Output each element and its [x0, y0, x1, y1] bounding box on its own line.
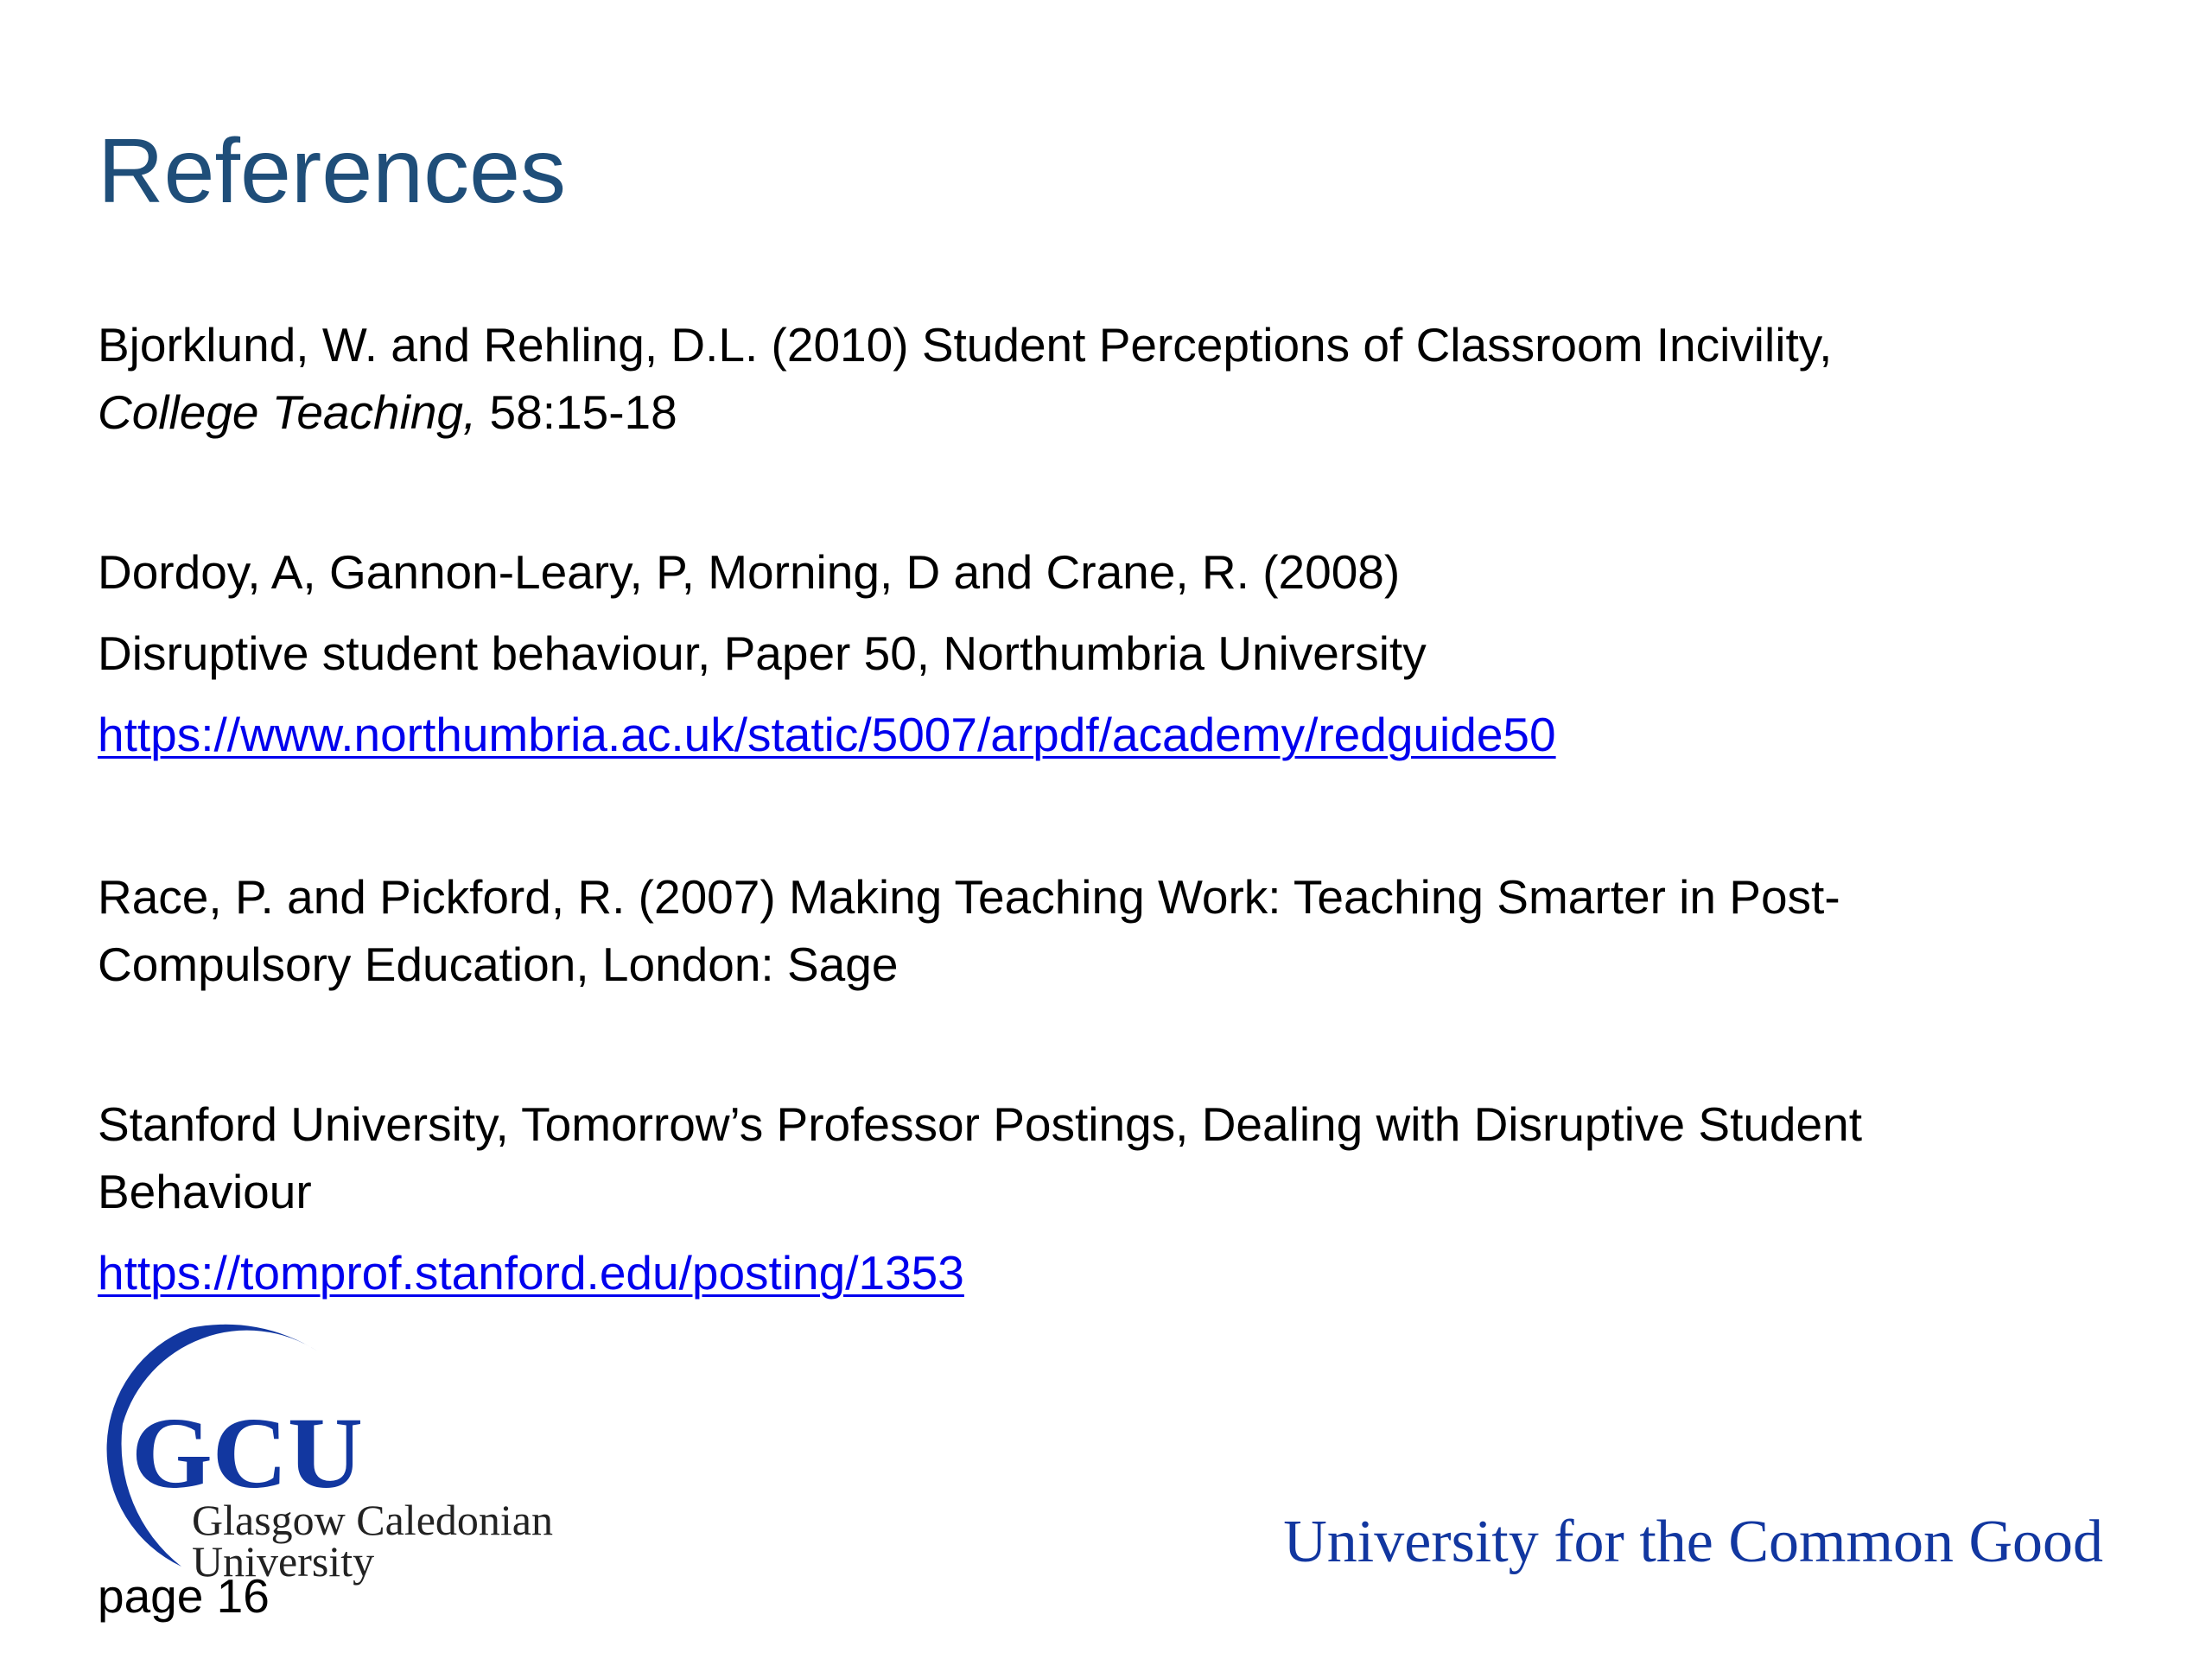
reference-bjorklund-journal: College Teaching, [98, 385, 477, 439]
reference-stanford-title: Behaviour [98, 1165, 312, 1218]
reference-gap [98, 446, 2068, 538]
slide-title: References [98, 120, 567, 222]
university-tagline: University for the Common Good [1283, 1509, 2103, 1575]
reference-stanford-link[interactable]: https://tomprof.stanford.edu/posting/1353 [98, 1246, 964, 1300]
reference-dordoy-citation: Dordoy, A, Gannon-Leary, P, Morning, D and Crane, R. (2008) [98, 545, 1401, 599]
reference-bjorklund-issue: 58:15-18 [476, 385, 677, 439]
reference-dordoy-link-line [98, 701, 2068, 768]
gcu-logo-name-line1: Glasgow Caledonian [192, 1496, 553, 1544]
reference-race [98, 863, 2068, 998]
reference-dordoy [98, 538, 2068, 768]
references-list [98, 311, 2068, 1306]
reference-bjorklund-citation: Bjorklund, W. and Rehling, D.L. (2010) Student Perceptions of Classroom Incivility, [98, 318, 1833, 372]
reference-race-title: Compulsory Education, London: Sage [98, 938, 899, 991]
reference-bjorklund-source [98, 378, 2068, 446]
gcu-logo-icon [95, 1320, 596, 1597]
reference-stanford-link-line [98, 1239, 2068, 1306]
reference-race-citation: Race, P. and Pickford, R. (2007) Making Teaching Work: Teaching Smarter in Post- [98, 870, 1840, 924]
reference-stanford [98, 1090, 2068, 1306]
reference-dordoy-link[interactable]: https://www.northumbria.ac.uk/static/5007/arpdf/academy/redguide50 [98, 708, 1556, 761]
reference-bjorklund [98, 311, 2068, 446]
page-number: page 16 [98, 1569, 270, 1623]
gcu-logo-name-line2: University [192, 1537, 375, 1586]
gcu-logo [95, 1320, 596, 1597]
reference-gap [98, 998, 2068, 1090]
reference-gap [98, 768, 2068, 863]
gcu-logo-initials: GCU [131, 1396, 363, 1510]
reference-stanford-citation: Stanford University, Tomorrow’s Professor Postings, Dealing with Disruptive Student [98, 1097, 1862, 1151]
reference-dordoy-title: Disruptive student behaviour, Paper 50, Northumbria University [98, 626, 1427, 680]
